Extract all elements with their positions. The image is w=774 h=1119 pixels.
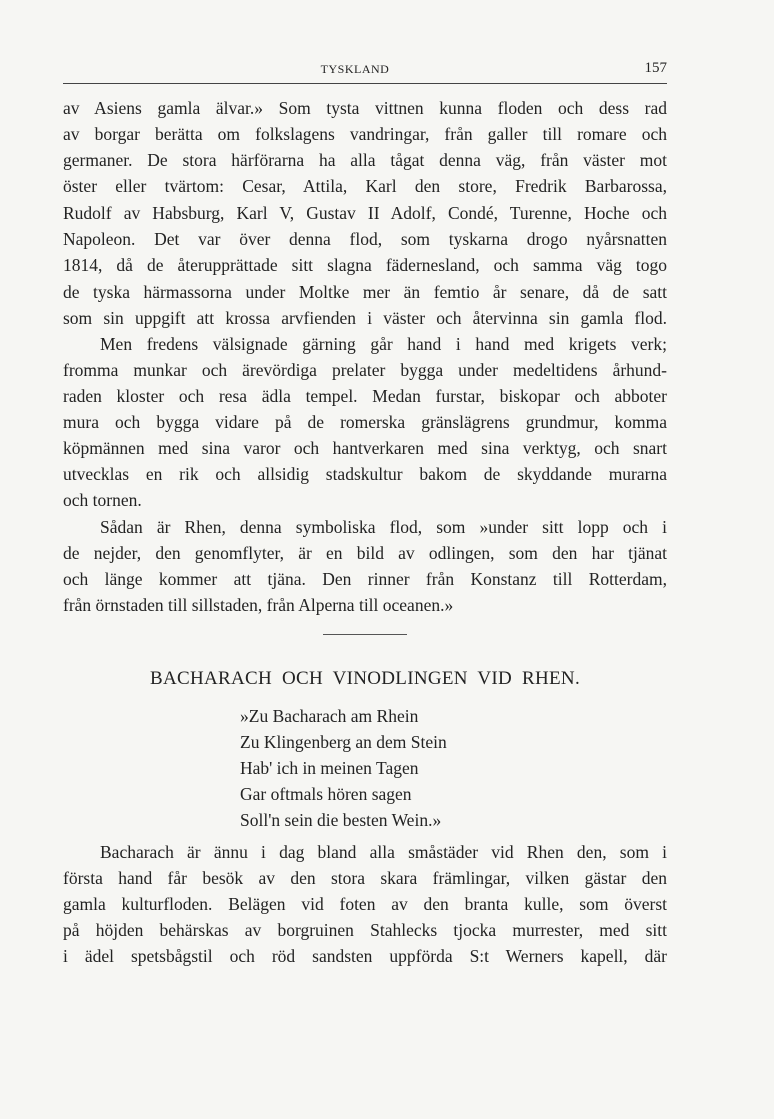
text-line: Sådan är Rhen, denna symboliska flod, som »under sitt lopp och i [100,517,667,537]
text-line: de tyska härmassorna under Moltke mer än femtio år senare, då de satt [63,282,667,302]
text-line: som sin uppgift att krossa arvfienden i väster och återvinna sin gamla flod. [63,308,667,328]
section-divider [323,634,407,635]
text-line: och tornen. [63,490,142,510]
text-line: gamla kulturfloden. Belägen vid foten av den branta kulle, som överst [63,894,667,914]
page-number: 157 [644,60,667,76]
text-line: på höjden behärskas av borgruinen Stahlecks tjocka murrester, med sitt [63,920,667,940]
text-line: öster eller tvärtom: Cesar, Attila, Karl den store, Fredrik Barbarossa, [63,176,667,196]
text-line: av borgar berätta om folkslagens vandringar, från galler till romare och [63,124,667,144]
text-line: mura och bygga vidare på de romerska gränslägrens grundmur, komma [63,412,667,432]
poem-line: Hab' ich in meinen Tagen [240,758,419,778]
section-heading: BACHARACH OCH VINODLINGEN VID RHEN. [150,668,580,689]
text-line: germaner. De stora härförarna ha alla tågat denna väg, från väster mot [63,150,667,170]
poem-line: Zu Klingenberg an dem Stein [240,732,447,752]
text-line: i ädel spetsbågstil och röd sandsten uppförda S:t Werners kapell, där [63,946,667,966]
text-line: av Asiens gamla älvar.» Som tysta vittnen kunna floden och dess rad [63,98,667,118]
text-line: från örnstaden till sillstaden, från Alperna till oceanen.» [63,595,454,615]
text-line: 1814, då de återupprättade sitt slagna fädernesland, och samma väg togo [63,255,667,275]
text-line: Rudolf av Habsburg, Karl V, Gustav II Adolf, Condé, Turenne, Hoche och [63,203,667,223]
poem-line: Gar oftmals hören sagen [240,784,412,804]
text-line: Men fredens välsignade gärning går hand i hand med krigets verk; [100,334,667,354]
text-line: och länge kommer att tjäna. Den rinner från Konstanz till Rotterdam, [63,569,667,589]
text-line: första hand får besök av den stora skara främlingar, vilken gästar den [63,868,667,888]
text-line: utvecklas en rik och allsidig stadskultur bakom de skyddande murarna [63,464,667,484]
text-line: köpmännen med sina varor och hantverkaren med sina verktyg, och snart [63,438,667,458]
text-line: raden kloster och resa ädla tempel. Medan furstar, biskopar och abboter [63,386,667,406]
text-line: Bacharach är ännu i dag bland alla småstäder vid Rhen den, som i [100,842,667,862]
text-line: de nejder, den genomflyter, är en bild av odlingen, som den har tjänat [63,543,667,563]
running-head-title: TYSKLAND [320,62,390,76]
text-line: Napoleon. Det var över denna flod, som tyskarna drogo nyårsnatten [63,229,667,249]
text-line: fromma munkar och ärevördiga prelater bygga under medeltidens århund- [63,360,667,380]
header-rule [63,83,667,84]
poem-line: Soll'n sein die besten Wein.» [240,810,442,830]
poem-line: »Zu Bacharach am Rhein [240,706,419,726]
